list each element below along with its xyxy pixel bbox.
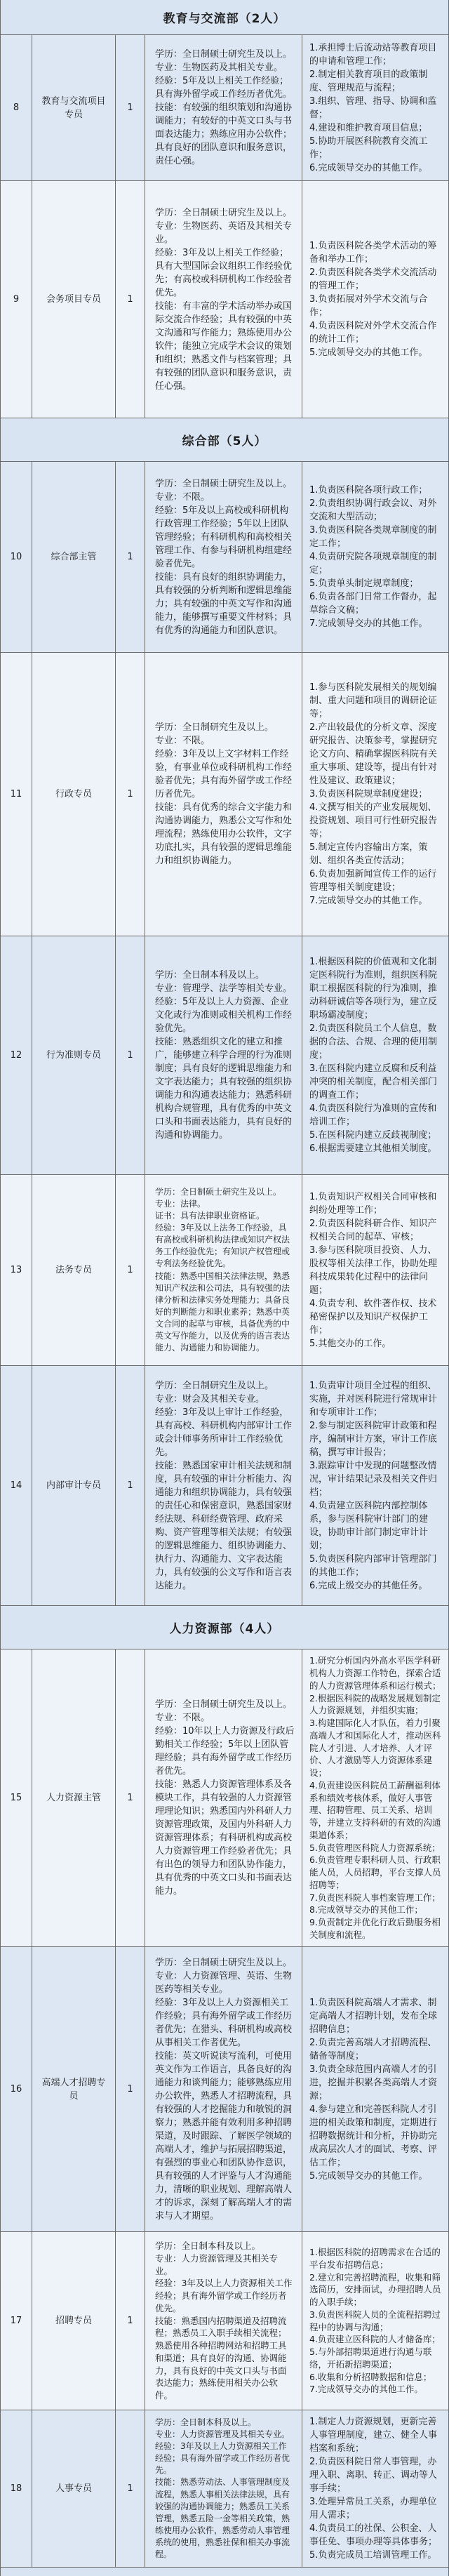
- duties-cell: [302, 2232, 448, 2410]
- duties-text: 1.参与医科院发展相关的规划编制、重大问题和项目的调研论证等； 2.产出较最优的分析文章、深度研究报告、决策参考，掌握研究论文方向、精确掌握医科院有关重大事项、建设等，提出有针对性及建议、政策建议； 3.负责医科院规章制度建设； 4.文撰写相关的产业发展规划、投资规划、项目可行性研究报告等； 5.制定宣传内容输出方案，策划、组织各类宣传活动； 6.负责加强新闻宣传工作的运行管理等相关制度建设； 7.完成领导交办的其他工作。: [309, 682, 438, 906]
- table-row: [1, 1366, 448, 1606]
- row-number: 16: [1, 1947, 32, 2231]
- requirements-text: 学历：全日制硕士研究生及以上。 专业：不限。 经验：5年及以上高校或科研机构行政管理工作经验；5年以上团队管理经验；有科研机构和高校相关管理工作、有参与科研机构组建经验者优先。 技能：具有良好的组织协调能力，具有较强的分析判断和逻辑思维能力；具有较强的中英文写作和沟通能力，能够撰写重要文件材料；具有优秀的沟通能力和团队意识。: [155, 478, 293, 636]
- requirements-text: 学历：全日制硕士研究生及以上。 专业：法律。 证书：具有法律职业资格证。 经验：3年及以上法务工作经验，具有高校或科研机构法律或知识产权法务工作经验优先；有知识产权管理或专利法务经验优先。 技能：熟悉中国相关法律法规，熟悉知识产权法和公司法，具有较强的法律分析和法律实务处理能力；具备良好的判断能力和职业素养；熟悉中英文合同的起草与审核，具备优秀的中英文写作能力，以及优秀的语言表达能力、沟通能力和协调能力。: [155, 1187, 290, 1353]
- table-row: [1, 1649, 448, 1947]
- requirements-cell: [145, 1366, 302, 1605]
- duties-cell: [302, 1175, 448, 1365]
- duties-cell: [302, 1366, 448, 1605]
- row-number: 10: [1, 462, 32, 652]
- table-row: [1, 936, 448, 1175]
- duties-cell: [302, 35, 448, 180]
- duties-text: 1.承担博士后流动站等教育项目的申请和管理工作； 2.制定相关教育项目的政策制度、管理规范与流程； 3.组织、管理、指导、协调和监督； 4.建设和维护教育项目信息； 5.协助开展医科院教育交流工作； 6.完成领导交办的其他工作。: [309, 42, 437, 173]
- section-header-human-resources: 人力资源部（4人）: [1, 1606, 448, 1649]
- position-name: 人力资源主管: [32, 1649, 116, 1946]
- duties-text: 1.负责医科院高端人才需求、制定高端人才招聘计划，发布全球招聘信息； 2.负责完善高端人才招聘流程、储备等制度； 3.负责全球范围内高端人才的引进，挖掘并积累各类高端人才资源； 4.参与建立和完善医科院人才引进的相关政策和制度，定期进行招聘数据统计和分析，并协助完成高层次人才的面试、考察、评估工作； 5.完成领导交办的其他工作。: [309, 1997, 438, 2182]
- duties-text: 1.负责医科院各项行政工作； 2.负责组织协调行政会议、对外交流和大型活动； 3.负责医科院各类规章制度的制定工作； 4.负责研究院各项规章制度的制定； 5.负责单头制定规章制度； 6.负责各部门日常工作督办，起草综合文稿； 7.完成领导交办的其他工作。: [309, 485, 437, 629]
- row-number: 8: [1, 35, 32, 180]
- row-number: 9: [1, 181, 32, 418]
- requirements-text: 学历：全日制研究生及以上。 专业：财会及其相关专业。 经验：3年及以上审计工作经验，具有高校、科研机构内部审计工作或会计师事务所审计工作经验优先。 技能：熟悉国家审计相关法规和制度，具有较强的审计分析能力、沟通能力和组织协调能力，具有较强的责任心和保密意识，熟悉国家财经法规、科研经费管理、政府采购、资产管理等相关法规；有较强的逻辑思维能力、组织协调能力、执行力、沟通能力、文字表达能力，具有较强的公文写作和语言表达能力。: [155, 1380, 293, 1591]
- duties-text: 1.负责知识产权相关合同审核和纠纷处理等工作； 2.负责医科院科研合作、知识产权相关合同的起草、审核； 3.参与医科院项目投资、人力、股权等相关法律工作，协助处理科技成果转化过程中的法律问题； 4.负责专利、软件著作权、技术秘密保护以及知识产权保护工作； 5.其他交办的工作。: [309, 1191, 438, 1349]
- requirements-cell: [145, 2232, 302, 2410]
- duties-cell: [302, 936, 448, 1174]
- row-number: 13: [1, 1175, 32, 1365]
- position-name: 综合部主管: [32, 462, 116, 652]
- requirements-cell: [145, 1649, 302, 1946]
- duties-cell: [302, 462, 448, 652]
- requirements-cell: [145, 1175, 302, 1365]
- headcount: 1: [116, 653, 145, 936]
- table-row: [1, 2410, 448, 2568]
- headcount: 1: [116, 2232, 145, 2410]
- table-row: [1, 653, 448, 936]
- row-number: 11: [1, 653, 32, 936]
- requirements-cell: [145, 653, 302, 936]
- duties-cell: [302, 1649, 448, 1946]
- headcount: 1: [116, 2410, 145, 2567]
- row-number: 18: [1, 2410, 32, 2567]
- duties-cell: [302, 2410, 448, 2567]
- section-header-general-affairs: 综合部（5人）: [1, 418, 448, 462]
- duties-cell: [302, 1947, 448, 2231]
- headcount: 1: [116, 1175, 145, 1365]
- headcount: 1: [116, 462, 145, 652]
- section-header-education: 教育与交流部（2人）: [1, 0, 448, 35]
- position-name: 高端人才招聘专员: [32, 1947, 116, 2231]
- table-row: [1, 1947, 448, 2232]
- headcount: 1: [116, 1947, 145, 2231]
- table-row: [1, 181, 448, 418]
- requirements-cell: [145, 181, 302, 418]
- position-name: 内部审计专员: [32, 1366, 116, 1605]
- position-name: 法务专员: [32, 1175, 116, 1365]
- position-name: 招聘专员: [32, 2232, 116, 2410]
- headcount: 1: [116, 936, 145, 1174]
- table-row: [1, 1175, 448, 1366]
- headcount: 1: [116, 181, 145, 418]
- duties-cell: [302, 181, 448, 418]
- duties-text: 1.负责审计项目全过程的组织、实施，并对医科院进行常规审计和专项审计工作； 2.参与制定医科院审计政策和程序，编制审计方案，审计工作底稿，撰写审计报告； 3.跟踪审计中发现的问题整改情况，审计结果记录及相关文件归档； 4.负责建立医科院内部控制体系，参与医科院审计部门的建设，协助审计部门制定审计计划； 5.负责医科院内部审计管理部门的其他工作； 6.完成上级交办的其他任务。: [309, 1380, 438, 1591]
- requirements-text: 学历：全日制硕士研究生及以上。 专业：生物医药、英语及其相关专业。 经验：3年及以上相关工作经验；具有大型国际会议组织工作经验优先；有高校或科研机构工作经验者优先。 技能：有丰富的学术活动举办或国际交流合作经验；具有较强的中英文沟通和写作能力；熟练使用办公软件；能独立完成学术会议的策划和组织；熟悉文件与档案管理；具有较强的团队意识和服务意识，责任心强。: [155, 207, 293, 392]
- requirements-text: 学历：全日制硕士研究生及以上。 专业：不限。 经验：10年以上人力资源及行政后勤相关工作经验；5年以上团队管理经验；具有海外留学或工作经历者优先。 技能：熟悉人力资源管理体系及各模块工作，具有较强的人力资源管理理论知识；熟悉国内外科研人力资源管理政策，及国内外科研人力资源管理体系；有科研机构或高校人力资源管理工作经验者优先；具有出色的领导力和团队协作能力，具有优秀的中英文口头和书面表达能力。: [155, 1699, 295, 1897]
- position-name: 会务项目专员: [32, 181, 116, 418]
- position-name: 教育与交流项目专员: [32, 35, 116, 180]
- row-number: 17: [1, 2232, 32, 2410]
- requirements-cell: [145, 2410, 302, 2567]
- duties-text: 1.负责医科院各类学术活动的筹备和举办工作； 2.负责医科院各类学术交流活动的管理工作； 3.负责拓展对外学术交流与合作； 4.负责医科院对外学术交流合作的统计工作； 5.完成领导交办的其他工作。: [309, 241, 437, 358]
- requirements-cell: [145, 936, 302, 1174]
- requirements-text: 学历：全日制本科及以上。 专业：人力资源管理及其相关专业。 经验：3年及以上人力资源相关工作经验；具有海外留学或工作经历者优先。 技能：熟悉国内招聘渠道及招聘流程；熟悉员工入职手续相关流程；熟悉使用各种招聘网站和招聘工具和渠道；具有良好的沟通、协调能力，具有良好的中英文口头与书面表达能力；熟练使用相关办公软件。: [155, 2240, 293, 2401]
- requirements-cell: [145, 1947, 302, 2231]
- row-number: 12: [1, 936, 32, 1174]
- requirements-text: 学历：全日制硕士研究生及以上。 专业：生物医药及其相关专业。 经验：5年及以上相关工作经验；具有海外留学或工作经历者优先。 技能：有较强的组织策划和沟通协调能力；有较好的中英文口头与书面表达能力；熟练应用办公软件；具有良好的团队意识和服务意识，责任心强。: [155, 49, 293, 166]
- duties-cell: [302, 653, 448, 936]
- requirements-text: 学历：全日制本科及以上。 专业：人力资源管理及其相关专业。 经验：3年及以上人力资源相关工作经验；具有海外留学或工作经历者优先。 技能：熟悉劳动法、人事管理制度及流程，熟悉人事相关法律法规，具有较强的沟通协调能力；熟悉员工关系管理，熟悉五险一金等相关政策，熟练使用办公软件，熟悉劳动人事管理系统的使用，熟悉社保和相关办事流程。: [155, 2417, 290, 2559]
- row-number: 15: [1, 1649, 32, 1946]
- duties-text: 1.制定人力资源规划，更新完善人事管理制度，建立、健全人事档案和系统； 2.负责医科院日常人事管理，办理入职、离职、转正、调动等人事手续； 3.处理异常员工关系，办理单位用人需求； 4.负责员工的社保、公积金、人事任免、事项办理等具体事务； 5.负责完成员工培训管理工作。: [309, 2417, 438, 2561]
- position-name: 行为准则专员: [32, 936, 116, 1174]
- headcount: 1: [116, 1649, 145, 1946]
- table-row: [1, 462, 448, 653]
- duties-text: 1.根据医科院的价值观和文化制定医科院行为准则，组织医科院职工根据医科院的行为准则，推动科研诚信等各项行为，建立反职场霸凌制度； 2.负责医科院员工个人信息，数据的合法、合规、合理的使用制度； 3.在医科院内建立反腐和反利益冲突的相关制度，配合相关部门的调查工作； 4.负责医科院行为准则的宣传和培训工作； 5.在医科院内建立反歧视制度； 6.根据需要建立其他相关制度。: [309, 957, 438, 1154]
- position-name: 行政专员: [32, 653, 116, 936]
- requirements-cell: [145, 35, 302, 180]
- requirements-text: 学历：全日制硕士研究生及以上。 专业：人力资源管理、英语、生物医药等相关专业。 经验：3年及以上人力资源相关工作经验；具有海外留学或工作经历者优先；在猎头、科研机构或高校从事相关工作者优先。 技能：英文听说读写流利，可使用英文作为工作语言，具备良好的沟通能力和谈判能力；能够熟练应用办公软件，熟悉人才招聘流程，具有较强的人才挖掘能力和敏锐的洞察力；熟悉并能有效利用多种招聘渠道，及时跟踪、了解医学领域的高端人才，维护与拓展招聘渠道，有强烈的事业心和团队协作意识，具有较强的人才评鉴与人才沟通能力，清晰的职业规划、理解高端人才的诉求，深刻了解高端人才的需求与人才期望。: [155, 1957, 293, 2222]
- requirements-text: 学历：全日制本科及以上。 专业：管理学、法学等相关专业。 经验：5年及以上人力资源、企业文化或行为准则或相关机构工作经验优先。 技能：熟悉组织文化的建立和推广，能够建立科学合理的行为准则制度；具有良好的逻辑思维能力和文字表达能力；具有较强的组织协调能力和沟通表达能力；熟悉科研机构合规管理，具有优秀的中英文口头和书面表达能力，具有良好的沟通和协调能力。: [155, 970, 293, 1141]
- requirements-text: 学历：全日制研究生及以上。 专业：不限。 经验：3年及以上文字材料工作经验，有事业单位或科研机构工作经验者优先；具有海外留学或工作经历者优先。 技能：具有优秀的综合文字能力和沟通协调能力，熟悉公文写作和处理流程；熟练使用办公软件，文字功底扎实，具有较强的逻辑思维能力和组织协调能力。: [155, 722, 293, 866]
- row-number: 14: [1, 1366, 32, 1605]
- duties-text: 1.研究分析国内外高水平医学科研机构人力资源工作特色，探索合适的人力资源管理体系和运行模式； 2.根据医科院的战略发展规划制定人力资源规划，并组织实施； 3.构建国际化人才队伍，着力引聚高端人才和国际化人才，推动医科院人才引进、人才培养、人才评价、人才激励等人力资源体系建设； 4.负责建设医科院员工薪酬福利体系和绩效考核体系，做好人事管理、招聘管理、员工关系、培训等，并建立支持科研的有效的沟通渠道体系； 5.负责管理医科院人力资源系统； 6.负责管理专职科研人员、行政职能人员，人员招聘，平台支撑人员招聘等； 7.负责医科院人事档案管理工作； 8.完成领导交办的其他工作； 9.负责制定并优化行政后勤服务相关制度和流程。: [309, 1655, 441, 1940]
- headcount: 1: [116, 35, 145, 180]
- position-name: 人事专员: [32, 2410, 116, 2567]
- requirements-cell: [145, 462, 302, 652]
- headcount: 1: [116, 1366, 145, 1605]
- duties-text: 1.根据医科院的招聘需求在合适的平台发布招聘信息； 2.建立和完善招聘流程，收集和筛选简历，安排面试，办理招聘人员的入职手续； 3.负责医科院人员的全流程招聘过程中的协调与沟通； 4.负责建立医科院的人才储备库； 5.与外部招聘渠道进行沟通与联络，开拓新招聘渠道； 6.收集和分析招聘数据和信息； 7.完成领导交办的其他工作。: [309, 2247, 441, 2395]
- table-row: [1, 35, 448, 181]
- table-row: [1, 2232, 448, 2410]
